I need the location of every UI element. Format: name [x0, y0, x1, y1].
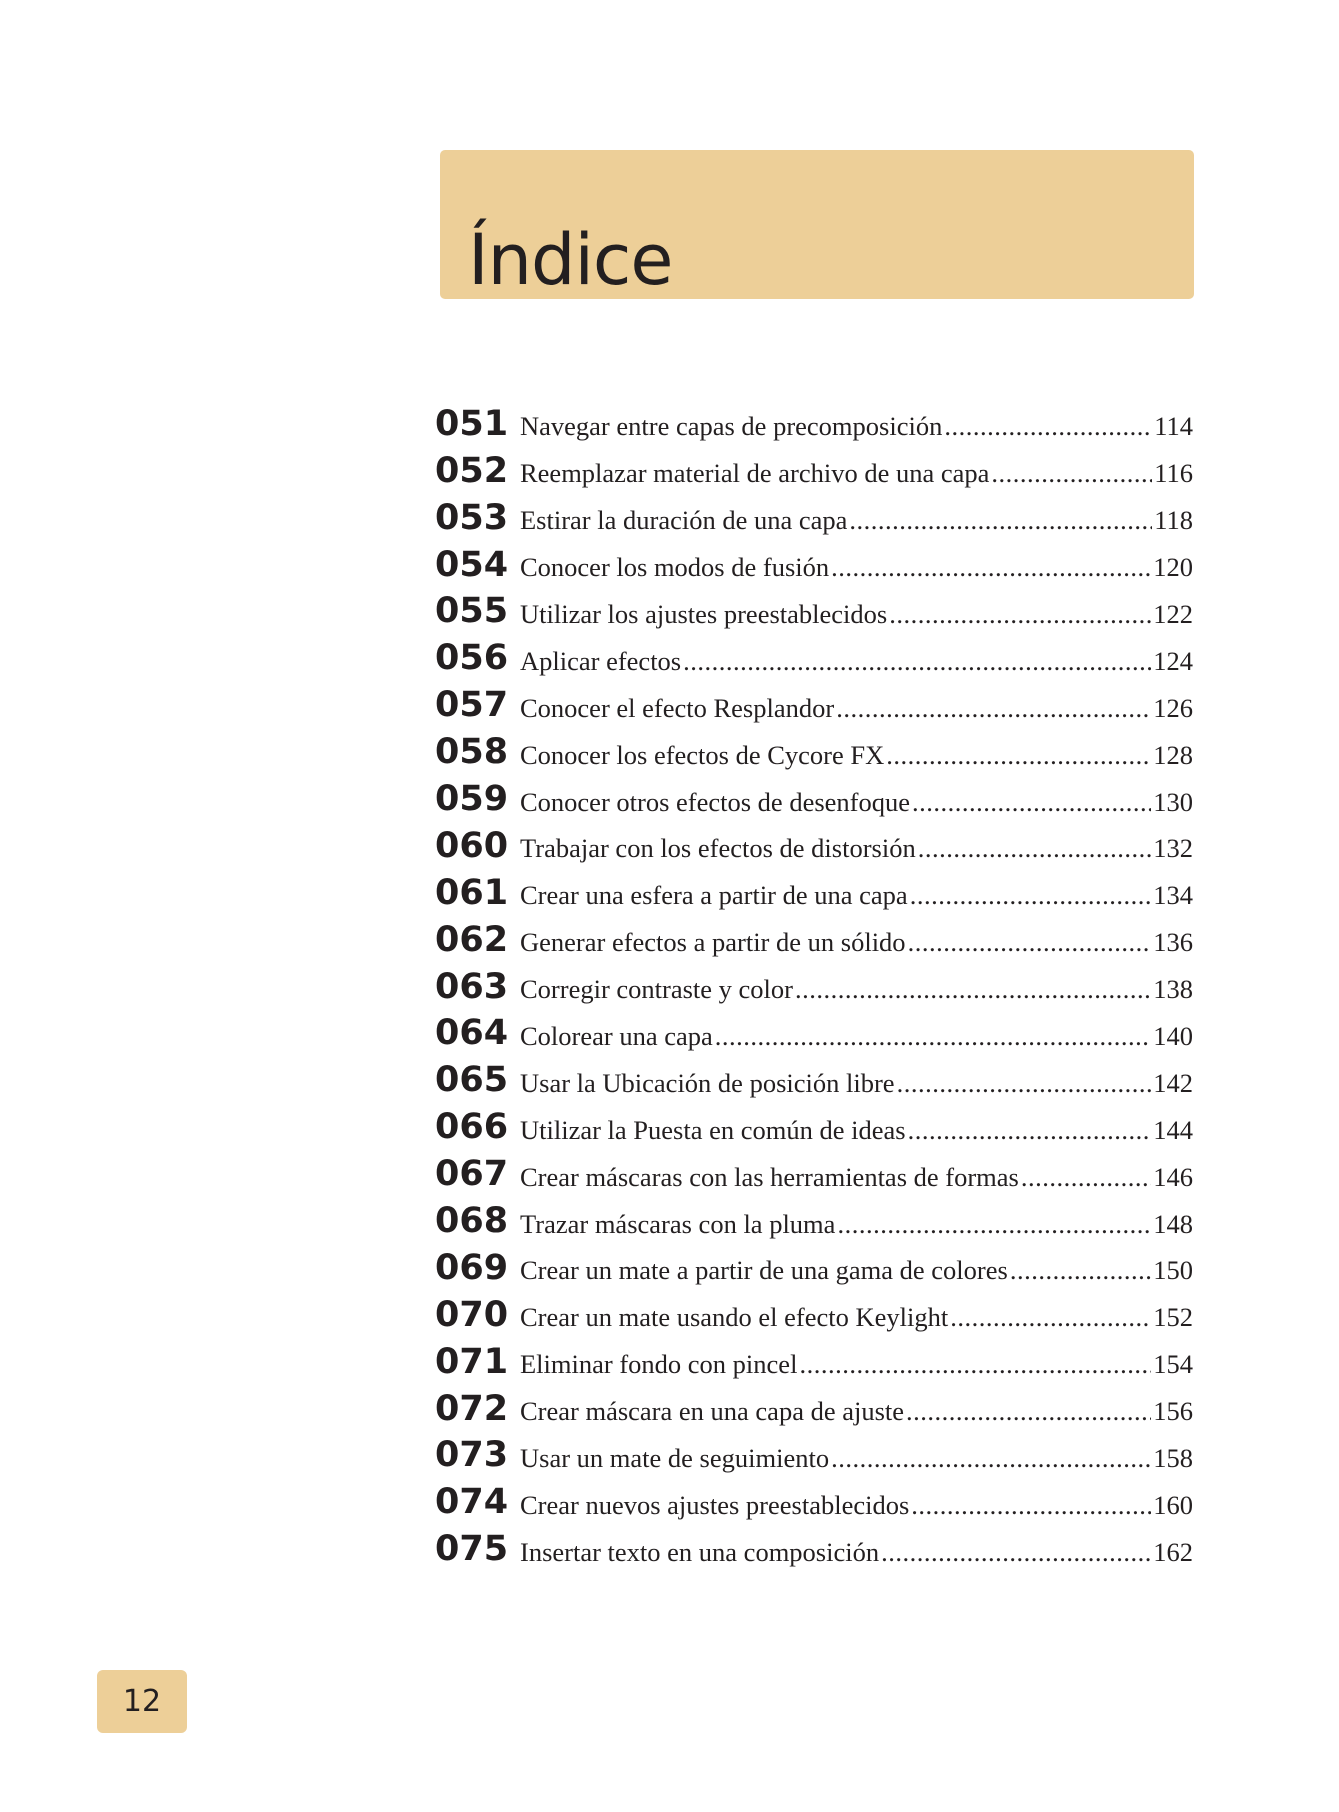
toc-entry-number: 052: [435, 450, 509, 491]
toc-entry-page: 118: [1154, 505, 1193, 536]
toc-entry-number: 069: [435, 1247, 509, 1288]
toc-entry-number: 054: [435, 544, 509, 585]
toc-entry-page: 152: [1153, 1302, 1193, 1333]
toc-entry-page: 122: [1153, 598, 1193, 629]
toc-entry-number: 063: [435, 966, 509, 1007]
toc-dot-leader: [991, 460, 1152, 489]
toc-dot-leader: [795, 976, 1151, 1005]
toc-entry: [435, 1051, 1193, 1101]
toc-entry-page: 158: [1153, 1442, 1193, 1473]
toc-entry-title: Conocer otros efectos de desenfoque: [520, 786, 910, 817]
toc-entry: [435, 1098, 1193, 1148]
toc-entry-page: 148: [1153, 1208, 1193, 1239]
toc-entry: [435, 536, 1193, 583]
toc-entry-title: Conocer los efectos de Cycore FX: [520, 739, 885, 770]
toc-entry-page: 128: [1153, 739, 1193, 770]
toc-entry-title: Reemplazar material de archivo de una capa: [520, 458, 990, 489]
toc-entry-title: Usar la Ubicación de posición libre: [520, 1067, 895, 1098]
toc-entry: [435, 583, 1193, 630]
toc-dot-leader: [906, 1398, 1151, 1427]
toc-entry: [435, 442, 1193, 489]
toc-dot-leader: [799, 1351, 1151, 1380]
toc-dot-leader: [911, 1492, 1151, 1521]
toc-entry-page: 136: [1153, 927, 1193, 958]
toc-entry-page: 126: [1153, 692, 1193, 723]
toc-entry: [435, 629, 1193, 679]
toc-entry-number: 064: [435, 1013, 509, 1054]
toc-entry-title: Crear un mate a partir de una gama de colores: [520, 1255, 1008, 1286]
toc-entry-title: Utilizar los ajustes preestablecidos: [520, 598, 888, 629]
toc-dot-leader: [908, 1117, 1152, 1146]
toc-dot-leader: [918, 835, 1152, 864]
toc-entry-number: 071: [435, 1341, 509, 1382]
toc-dot-leader: [1021, 1164, 1151, 1193]
toc-dot-leader: [849, 507, 1152, 536]
page-number-badge: [97, 1670, 187, 1733]
toc-dot-leader: [881, 1539, 1151, 1568]
toc-entry-number: 075: [435, 1529, 509, 1570]
toc-entry-number: 055: [435, 591, 509, 632]
toc-entry: [435, 911, 1193, 958]
toc-dot-leader: [886, 742, 1151, 771]
toc-entry-title: Conocer los modos de fusión: [520, 552, 830, 583]
title-band: [440, 150, 1194, 299]
table-of-contents: [435, 395, 1193, 1570]
toc-entry-title: Generar efectos a partir de un sólido: [520, 927, 906, 958]
toc-dot-leader: [908, 929, 1152, 958]
toc-entry-page: 138: [1153, 974, 1193, 1005]
toc-entry: [435, 817, 1193, 864]
toc-entry-title: Usar un mate de seguimiento: [520, 1442, 830, 1473]
page-title: Índice: [468, 219, 673, 301]
toc-entry-title: Insertar texto en una composición: [520, 1536, 880, 1567]
toc-entry-number: 058: [435, 732, 509, 773]
page-number: 12: [122, 1684, 162, 1719]
toc-entry-title: Crear máscaras con las herramientas de formas: [520, 1161, 1019, 1192]
toc-entry: [435, 723, 1193, 773]
toc-entry-page: 130: [1153, 786, 1193, 817]
toc-entry-page: 156: [1153, 1396, 1193, 1427]
toc-entry: [435, 1192, 1193, 1242]
toc-dot-leader: [831, 1445, 1151, 1474]
toc-entry-number: 074: [435, 1482, 509, 1523]
toc-entry-number: 060: [435, 825, 509, 866]
toc-entry-title: Crear un mate usando el efecto Keylight: [520, 1302, 949, 1333]
toc-entry-page: 120: [1153, 552, 1193, 583]
toc-entry: [435, 676, 1193, 726]
toc-entry-page: 140: [1153, 1020, 1193, 1051]
toc-entry-number: 070: [435, 1294, 509, 1335]
toc-entry: [435, 1145, 1193, 1195]
toc-entry-page: 142: [1153, 1067, 1193, 1098]
toc-entry: [435, 1473, 1193, 1523]
toc-entry-title: Utilizar la Puesta en común de ideas: [520, 1114, 906, 1145]
toc-dot-leader: [910, 882, 1152, 911]
toc-entry-title: Estirar la duración de una capa: [520, 505, 848, 536]
toc-entry: [435, 1333, 1193, 1380]
toc-entry-page: 114: [1154, 411, 1193, 442]
toc-entry: [435, 1427, 1193, 1474]
toc-entry-page: 150: [1153, 1255, 1193, 1286]
toc-entry-number: 061: [435, 872, 509, 913]
toc-dot-leader: [715, 1023, 1151, 1052]
toc-entry: [435, 395, 1193, 442]
toc-entry-page: 162: [1153, 1536, 1193, 1567]
toc-entry-title: Navegar entre capas de precomposición: [520, 411, 943, 442]
toc-entry-title: Crear máscara en una capa de ajuste: [520, 1396, 905, 1427]
toc-entry-number: 057: [435, 685, 509, 726]
toc-entry-page: 134: [1153, 880, 1193, 911]
toc-entry-title: Aplicar efectos: [520, 645, 682, 676]
toc-entry-page: 146: [1153, 1161, 1193, 1192]
toc-entry-page: 124: [1153, 645, 1193, 676]
toc-entry: [435, 770, 1193, 820]
toc-entry: [435, 1286, 1193, 1333]
toc-entry-page: 132: [1153, 833, 1193, 864]
toc-entry-title: Crear nuevos ajustes preestablecidos: [520, 1489, 910, 1520]
toc-entry-title: Trazar máscaras con la pluma: [520, 1208, 836, 1239]
toc-entry-number: 066: [435, 1107, 509, 1148]
toc-entry-number: 059: [435, 779, 509, 820]
toc-entry: [435, 1005, 1193, 1052]
toc-dot-leader: [944, 413, 1152, 442]
toc-entry-title: Eliminar fondo con pincel: [520, 1349, 798, 1380]
toc-entry-number: 073: [435, 1435, 509, 1476]
toc-dot-leader: [889, 601, 1151, 630]
toc-entry-title: Crear una esfera a partir de una capa: [520, 880, 908, 911]
toc-dot-leader: [836, 695, 1151, 724]
toc-dot-leader: [897, 1070, 1152, 1099]
toc-entry-page: 154: [1153, 1349, 1193, 1380]
toc-dot-leader: [912, 789, 1151, 818]
toc-entry-page: 144: [1153, 1114, 1193, 1145]
toc-entry: [435, 489, 1193, 536]
toc-entry-number: 051: [435, 403, 509, 444]
toc-entry-title: Colorear una capa: [520, 1020, 713, 1051]
toc-entry-number: 065: [435, 1060, 509, 1101]
toc-entry-title: Trabajar con los efectos de distorsión: [520, 833, 916, 864]
toc-entry-number: 067: [435, 1154, 509, 1195]
toc-entry-number: 056: [435, 638, 509, 679]
toc-entry-title: Conocer el efecto Resplandor: [520, 692, 835, 723]
toc-dot-leader: [837, 1211, 1151, 1240]
toc-entry: [435, 1239, 1193, 1286]
toc-entry: [435, 1380, 1193, 1427]
toc-entry: [435, 1520, 1193, 1570]
toc-entry-number: 062: [435, 919, 509, 960]
toc-entry: [435, 864, 1193, 911]
toc-dot-leader: [950, 1304, 1151, 1333]
toc-entry-page: 116: [1154, 458, 1193, 489]
toc-entry-title: Corregir contraste y color: [520, 974, 793, 1005]
toc-entry-number: 072: [435, 1388, 509, 1429]
toc-dot-leader: [831, 554, 1151, 583]
toc-dot-leader: [1010, 1257, 1151, 1286]
toc-entry: [435, 958, 1193, 1005]
toc-entry-number: 053: [435, 497, 509, 538]
toc-entry-page: 160: [1153, 1489, 1193, 1520]
toc-entry-number: 068: [435, 1201, 509, 1242]
toc-dot-leader: [683, 648, 1151, 677]
